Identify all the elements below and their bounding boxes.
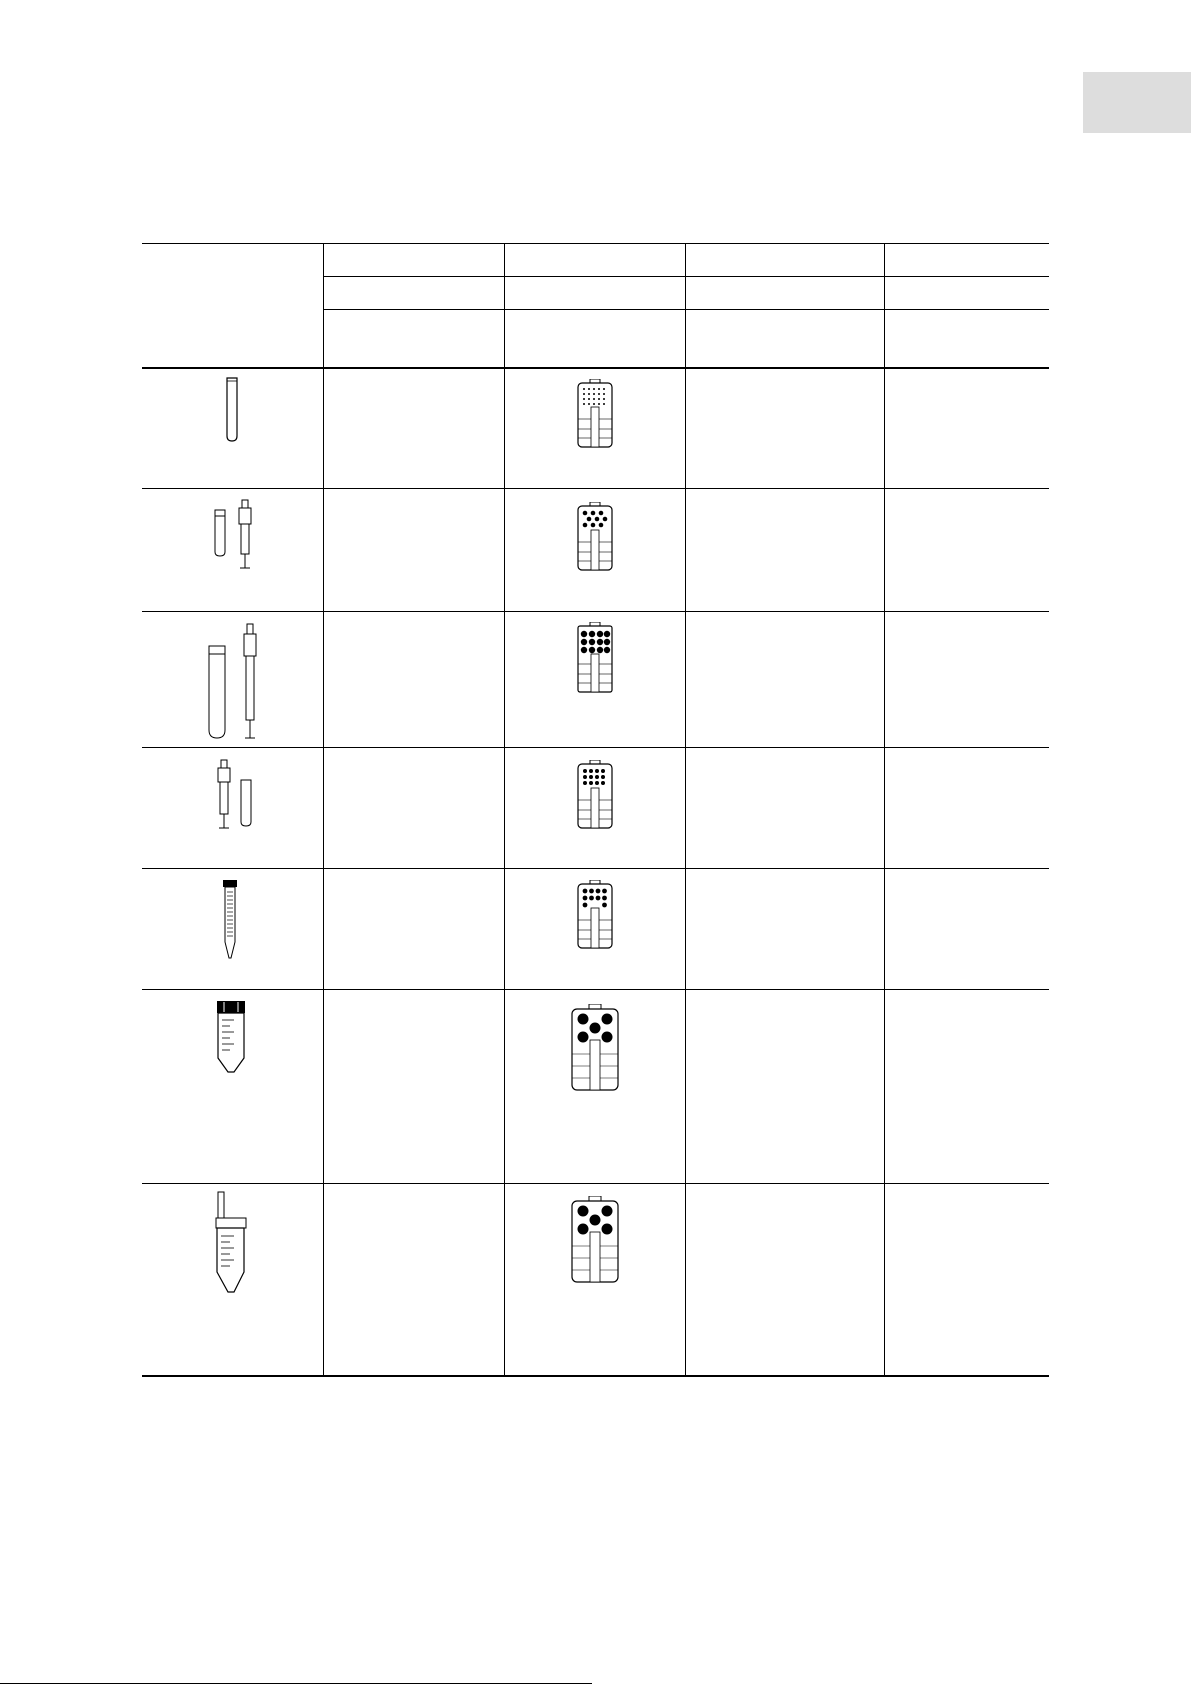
row-divider-3 — [142, 747, 1049, 748]
footer-rule — [0, 1683, 592, 1684]
table-top-border — [142, 243, 1049, 244]
column-divider-2 — [504, 243, 505, 1376]
conical-snapcap-tube-icon — [210, 1190, 250, 1294]
row-divider-5 — [142, 989, 1049, 990]
conical-15ml-tube-icon — [221, 878, 243, 962]
conical-50ml-tube-icon — [214, 1000, 250, 1074]
rack-16-hole-icon — [577, 760, 613, 830]
row-divider-1 — [142, 488, 1049, 489]
rack-large-hole-icon — [577, 622, 613, 694]
tube-and-syringe-icon — [212, 498, 260, 570]
large-tube-and-syringe-icon — [206, 622, 268, 740]
column-divider-3 — [685, 243, 686, 1376]
chapter-tab — [1083, 72, 1191, 133]
row-divider-6 — [142, 1183, 1049, 1184]
column-divider-1 — [323, 243, 324, 1376]
header-row-divider-1 — [323, 276, 1049, 277]
rack-medium-hole-icon — [577, 502, 613, 572]
column-divider-4 — [884, 243, 885, 1376]
header-bottom-border — [142, 367, 1049, 369]
row-divider-4 — [142, 868, 1049, 869]
rack-5-hole-icon — [571, 1004, 619, 1092]
header-row-divider-2 — [323, 309, 1049, 310]
table-bottom-border — [142, 1375, 1049, 1377]
rack-32-hole-icon — [577, 379, 613, 449]
rack-12-hole-icon — [577, 880, 613, 950]
row-divider-2 — [142, 611, 1049, 612]
test-tube-icon — [222, 377, 242, 443]
rack-5-hole-icon — [571, 1196, 619, 1284]
syringe-and-tube-icon — [212, 758, 260, 830]
